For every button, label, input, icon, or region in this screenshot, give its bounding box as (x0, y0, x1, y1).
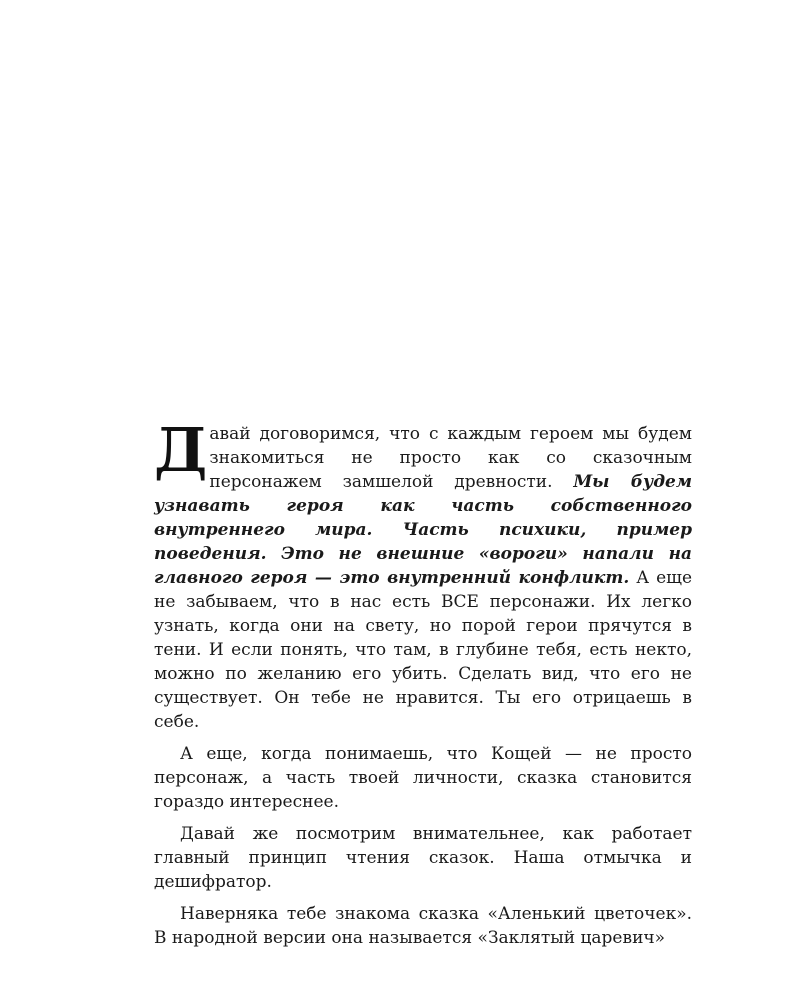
paragraph-4: Наверняка тебе знакома сказка «Аленький цветочек». В народной версии она называется «Заклятый царевич» (154, 904, 692, 948)
paragraph-1-lead: авай договоримся, что с каждым героем мы будем знакомиться не просто как со сказочным персонажем замшелой древности. (209, 424, 692, 492)
paragraph-1 (154, 416, 693, 734)
paragraph-2: А еще, когда понимаешь, что Кощей — не просто персонаж, а часть твоей личности, сказка становится гораздо интереснее. (154, 744, 692, 812)
paragraph-3: Давай же посмотрим внимательнее, как работает главный принцип чтения сказок. Наша отмычка и дешифратор. (154, 824, 692, 892)
drop-cap-letter: Д (154, 416, 206, 486)
body-text (154, 416, 693, 950)
paragraph-1-emphasis: Мы будем узнавать героя как часть собственного внутреннего мира. Часть психики, пример поведения. Это не внешние «вороги» напали на главного героя — это внутренний конфликт. (154, 472, 693, 588)
paragraph-1-tail: А еще не забываем, что в нас есть ВСЕ персонажи. Их легко узнать, когда они на свету, но порой герои прячутся в тени. И если понять, что там, в глубине тебя, есть некто, можно по желанию его убить. Сделать вид, что его не существует. Он тебе не нравится. Ты его отрицаешь в себе. (154, 568, 693, 732)
